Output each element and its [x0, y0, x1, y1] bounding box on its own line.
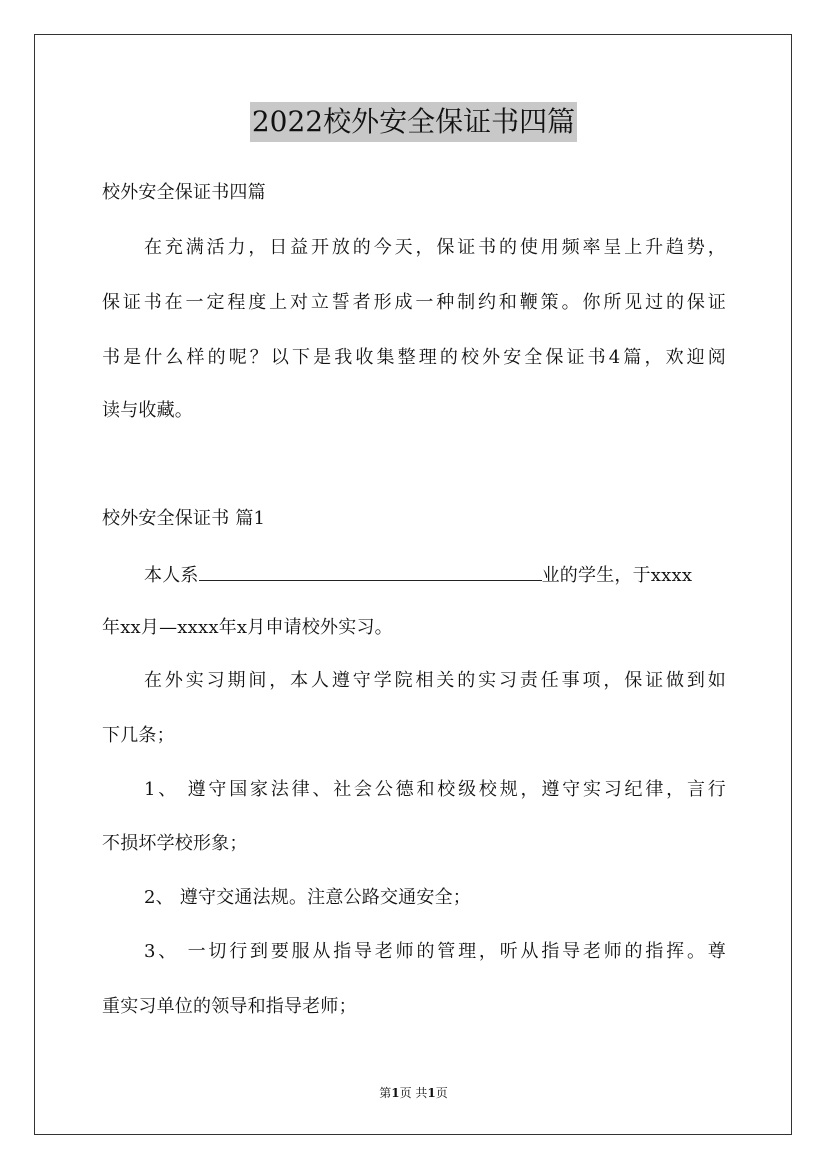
section-heading: 校外安全保证书 篇1: [102, 508, 266, 529]
footer-prefix: 第: [379, 1086, 392, 1100]
body-line-2: 年xx月—xxxx年x月申请校外实习。: [102, 617, 393, 638]
document-title: 2022校外安全保证书四篇: [250, 102, 577, 142]
body-line-3: 在外实习期间，本人遵守学院相关的实习责任事项，保证做到如: [144, 670, 726, 691]
item-1-line-2: 不损坏学校形象；: [102, 833, 248, 854]
intro-line-4: 读与收藏。: [102, 400, 193, 421]
item-2-line: 2、 遵守交通法规。注意公路交通安全；: [144, 887, 471, 908]
body-line-1-prefix: 本人系: [144, 565, 199, 586]
intro-line-3: 书是什么样的呢？以下是我收集整理的校外安全保证书4篇，欢迎阅: [102, 347, 726, 368]
intro-line-2: 保证书在一定程度上对立誓者形成一种制约和鞭策。你所见过的保证: [102, 292, 726, 313]
footer-suffix: 页: [435, 1086, 448, 1100]
body-line-4: 下几条；: [102, 725, 175, 746]
item-3-line-2: 重实习单位的领导和指导老师；: [102, 996, 357, 1017]
title-wrap: [0, 102, 827, 142]
intro-line-1: 在充满活力，日益开放的今天，保证书的使用频率呈上升趋势，: [144, 237, 726, 258]
footer-page-total: 1: [427, 1086, 436, 1100]
item-1-line-1: 1、 遵守国家法律、社会公德和校级校规，遵守实习纪律，言行: [144, 779, 726, 800]
footer-page-number: 1: [391, 1086, 400, 1100]
body-line-1-suffix: 业的学生，于xxxx: [541, 565, 693, 586]
subtitle: 校外安全保证书四篇: [102, 182, 266, 203]
item-3-line-1: 3、 一切行到要服从指导老师的管理，听从指导老师的指挥。尊: [144, 941, 726, 962]
footer-mid: 页 共: [399, 1086, 428, 1100]
page-footer: [0, 1085, 827, 1101]
blank-underline: [199, 562, 542, 581]
body-line-1: [144, 562, 726, 588]
